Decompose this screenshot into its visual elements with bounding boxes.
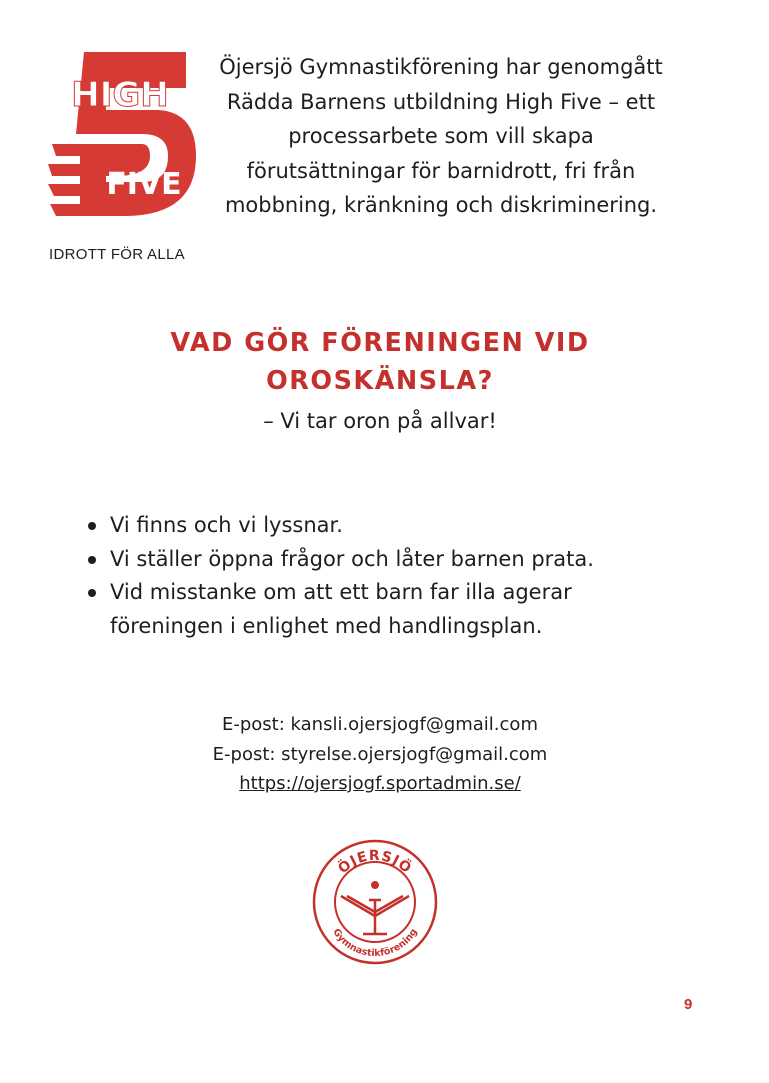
list-item-text: Vi finns och vi lyssnar. <box>110 513 343 537</box>
club-logo <box>311 838 439 966</box>
website-link[interactable]: https://ojersjogf.sportadmin.se/ <box>239 773 521 794</box>
five-word: FIVE <box>106 167 182 202</box>
section-heading <box>80 324 680 400</box>
bullet-list <box>88 509 688 643</box>
bullet-dot-icon <box>88 522 96 530</box>
heading-line-1: VAD GÖR FÖRENINGEN VID <box>170 328 590 358</box>
svg-text:ÖJERSJÖ <box>334 848 416 877</box>
list-item <box>88 543 688 577</box>
section-subheading: – Vi tar oron på allvar! <box>263 409 497 433</box>
logo-caption: IDROTT FÖR ALLA <box>49 246 185 263</box>
gymnast-figure-icon <box>341 881 409 934</box>
list-item-text: Vid misstanke om att ett barn far illa agerar föreningen i enlighet med handlingsplan. <box>110 580 572 638</box>
logo-bottom-text: Gymnastikförening <box>330 926 420 960</box>
email-kansli[interactable]: E-post: kansli.ojersjogf@gmail.com <box>222 714 538 735</box>
page-number: 9 <box>684 996 693 1013</box>
contact-info <box>80 710 680 799</box>
logo-top-text: ÖJERSJÖ <box>335 847 415 878</box>
bullet-dot-icon <box>88 589 96 597</box>
list-item-text: Vi ställer öppna frågor och låter barnen prata. <box>110 546 594 571</box>
high-word: HIGH <box>71 75 169 115</box>
list-item <box>88 509 688 543</box>
bullet-dot-icon <box>88 556 96 564</box>
high-five-logo <box>46 48 204 218</box>
heading-line-2: OROSKÄNSLA? <box>266 366 494 396</box>
email-styrelse[interactable]: E-post: styrelse.ojersjogf@gmail.com <box>212 743 548 765</box>
intro-paragraph: Öjersjö Gymnastikförening har genomgått Rädda Barnens utbildning High Five – ett processarbete som vill skapa förutsättningar för barnidrott, fri från mobbning, kränkning och diskriminering. <box>219 55 663 217</box>
list-item <box>88 576 688 643</box>
